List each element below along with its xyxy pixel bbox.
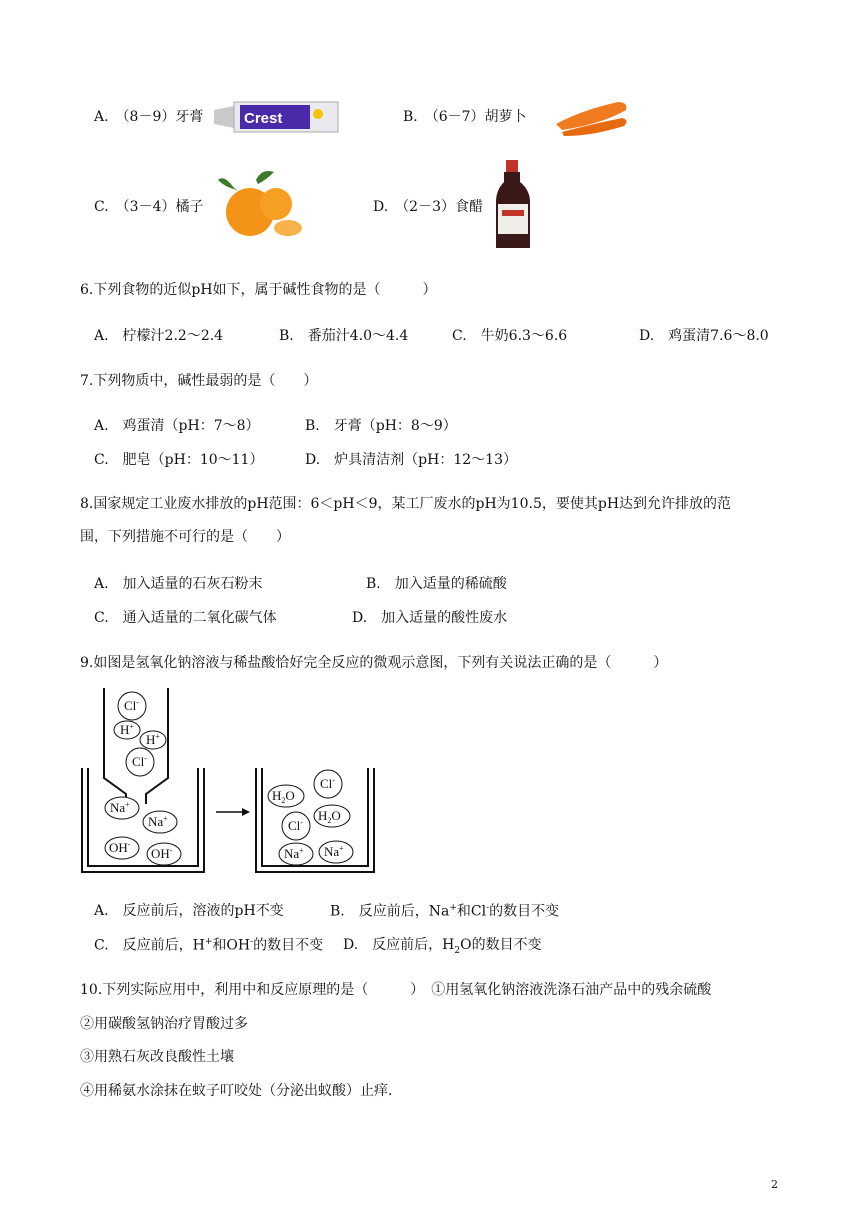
svg-text:H2O: $H_2O$: [272, 788, 295, 805]
q8-option-b: B. 加入适量的稀硫酸: [366, 576, 507, 592]
q6-option-d: D. 鸡蛋清7.6～8.0: [639, 328, 769, 344]
carrot-image: [552, 94, 632, 138]
q9-option-b: B. 反应前后，Na+和Cl-的数目不变: [330, 903, 560, 920]
svg-text:Crest: Crest: [244, 110, 283, 127]
svg-text:H2O: $H_2O$: [318, 808, 341, 825]
oh-ion-2: [147, 843, 181, 865]
svg-text:Na+: Na+: [284, 846, 304, 861]
q8-stem-line1: 8.国家规定工业废水排放的pH范围：6＜pH＜9，某工厂废水的pH为10.5，要使其pH达到允许排放的范: [80, 496, 732, 512]
q6-stem: 6.下列食物的近似pH如下，属于碱性食物的是（ ）: [80, 282, 437, 298]
svg-text:H+: H+: [120, 722, 134, 737]
h2o-molecule-2: [314, 805, 350, 827]
svg-text:Cl-: Cl-: [132, 754, 147, 769]
cl-ion-2: [126, 748, 154, 776]
q7-option-b: B. 牙膏（pH：8～9）: [305, 418, 457, 434]
na-ion-2: [143, 811, 177, 833]
q7-option-d: D. 炉具清洁剂（pH：12～13）: [305, 452, 517, 468]
cl-ion-1: [118, 692, 146, 720]
na-ion-1: [105, 797, 139, 819]
q8-option-a: A. 加入适量的石灰石粉末: [94, 576, 263, 592]
cl-ion-4: [282, 812, 310, 840]
q7-stem: 7.下列物质中，碱性最弱的是（ ）: [80, 373, 318, 389]
q5-option-d: D. （2－3）食醋: [373, 199, 483, 215]
q10-item-3: ③用熟石灰改良酸性土壤: [80, 1049, 234, 1065]
cl-ion-3: [314, 770, 342, 798]
svg-text:Na+: Na+: [324, 844, 344, 859]
svg-text:Na+: Na+: [148, 814, 168, 829]
q10-item-2: ②用碳酸氢钠治疗胃酸过多: [80, 1016, 248, 1032]
h2o-molecule-1: [268, 785, 304, 807]
q6-option-b: B. 番茄汁4.0～4.4: [279, 328, 409, 344]
q6-option-c: C. 牛奶6.3～6.6: [452, 328, 568, 344]
q9-option-c: C. 反应前后，H+和OH-的数目不变: [94, 937, 324, 954]
na-ion-4: [319, 841, 353, 863]
q5-option-b: B. （6－7）胡萝卜: [403, 109, 527, 125]
svg-text:OH-: OH-: [109, 840, 131, 855]
h-ion-1: [114, 721, 140, 739]
page-number: 2: [771, 1178, 778, 1191]
svg-text:Na+: Na+: [110, 800, 130, 815]
q10-stem: 10.下列实际应用中，利用中和反应原理的是（ ） ①用氢氧化钠溶液洗涤石油产品中的残余硫酸: [80, 982, 712, 998]
q9-option-a: A. 反应前后，溶液的pH不变: [94, 903, 284, 919]
oh-ion-1: [105, 837, 139, 859]
toothpaste-image: [214, 96, 342, 138]
h-ion-2: [140, 731, 166, 749]
svg-text:Cl-: Cl-: [288, 818, 303, 833]
na-ion-3: [279, 843, 313, 865]
reaction-arrow: [216, 808, 250, 816]
svg-text:Cl-: Cl-: [124, 698, 139, 713]
q7-option-a: A. 鸡蛋清（pH：7～8）: [94, 418, 260, 434]
q5-option-a: A. （8－9）牙膏: [94, 109, 204, 125]
q9-option-d: D. 反应前后，$H_2O$的数目不变: [343, 937, 542, 956]
q8-option-d: D. 加入适量的酸性废水: [352, 610, 508, 626]
q7-option-c: C. 肥皂（pH：10～11）: [94, 452, 264, 468]
svg-text:H+: H+: [146, 732, 160, 747]
q8-option-c: C. 通入适量的二氧化碳气体: [94, 610, 277, 626]
vinegar-bottle-image: [492, 160, 534, 252]
q10-item-4: ④用稀氨水涂抹在蚊子叮咬处（分泌出蚁酸）止痒.: [80, 1083, 393, 1099]
neutralization-diagram: [80, 686, 380, 876]
svg-text:OH-: OH-: [151, 846, 173, 861]
q9-stem: 9.如图是氢氧化钠溶液与稀盐酸恰好完全反应的微观示意图，下列有关说法正确的是（ ）: [80, 655, 668, 671]
q8-stem-line2: 围，下列措施不可行的是（ ）: [80, 529, 290, 545]
q5-option-c: C. （3－4）橘子: [94, 199, 204, 215]
tangerine-image: [216, 166, 306, 242]
svg-text:Cl-: Cl-: [320, 776, 335, 791]
q6-option-a: A. 柠檬汁2.2～2.4: [94, 328, 224, 344]
